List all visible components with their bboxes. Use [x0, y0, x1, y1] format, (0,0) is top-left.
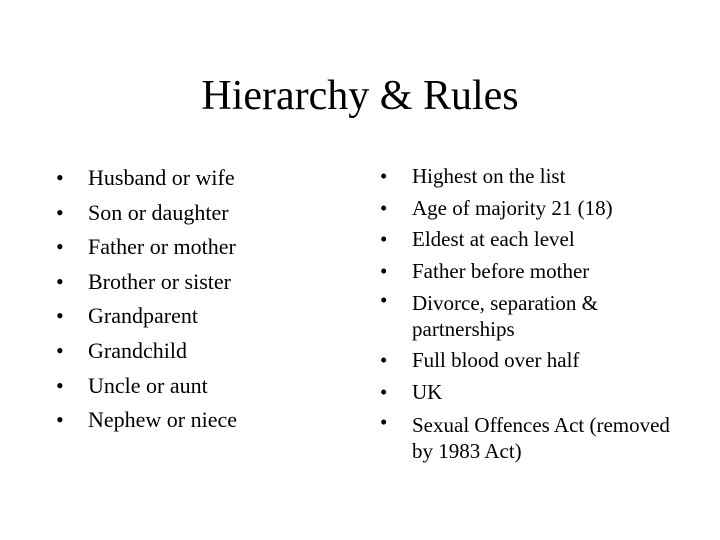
bullet-icon: •	[380, 227, 388, 252]
list-item	[380, 409, 690, 467]
bullet-icon: •	[380, 379, 388, 404]
list-item	[380, 287, 690, 345]
bullet-icon: •	[56, 165, 64, 190]
list-item-text: Nephew or niece	[88, 407, 238, 433]
bullet-icon: •	[380, 164, 388, 188]
list-item-text: Uncle or aunt	[88, 372, 208, 398]
bullet-icon: •	[56, 337, 64, 363]
list-item	[56, 403, 316, 438]
list-item-text: Husband or wife	[88, 165, 235, 190]
list-item-text: Eldest at each level	[412, 227, 575, 252]
list-item	[380, 345, 690, 377]
bullet-icon: •	[380, 258, 388, 283]
bullet-icon: •	[56, 372, 64, 398]
bullet-icon: •	[56, 234, 64, 260]
list-item-text: Age of majority 21 (18)	[412, 195, 613, 220]
list-item	[56, 196, 316, 231]
left-bullet-list	[56, 161, 316, 438]
bullet-icon: •	[380, 195, 388, 220]
list-item-text: Highest on the list	[412, 164, 566, 188]
list-item-text: Grandparent	[88, 303, 198, 329]
list-item	[56, 334, 316, 369]
list-item-text: Grandchild	[88, 337, 187, 363]
slide-title: Hierarchy & Rules	[201, 73, 519, 119]
list-item	[56, 299, 316, 334]
list-item-text: Father before mother	[412, 258, 590, 283]
bullet-icon: •	[380, 409, 388, 434]
list-item	[380, 377, 690, 409]
bullet-icon: •	[56, 303, 64, 329]
list-item-text: Father or mother	[88, 234, 236, 260]
list-item-text: Sexual Offences Act (removed by 1983 Act)	[412, 412, 670, 463]
list-item	[380, 193, 690, 225]
bullet-icon: •	[380, 288, 388, 313]
list-item	[56, 265, 316, 300]
bullet-icon: •	[380, 348, 388, 373]
list-item-text: Brother or sister	[88, 268, 231, 294]
list-item	[380, 161, 690, 193]
list-item-text: Full blood over half	[412, 348, 580, 373]
right-bullet-list	[380, 161, 690, 467]
list-item-text: UK	[412, 379, 443, 404]
bullet-icon: •	[56, 268, 64, 294]
bullet-icon: •	[56, 199, 64, 225]
list-item	[380, 224, 690, 256]
bullet-icon: •	[56, 407, 64, 433]
list-item	[380, 256, 690, 288]
list-item	[56, 230, 316, 265]
list-item-text: Son or daughter	[88, 199, 229, 225]
list-item	[56, 369, 316, 404]
list-item	[56, 161, 316, 196]
list-item-text: Divorce, separation & partnerships	[412, 291, 599, 342]
